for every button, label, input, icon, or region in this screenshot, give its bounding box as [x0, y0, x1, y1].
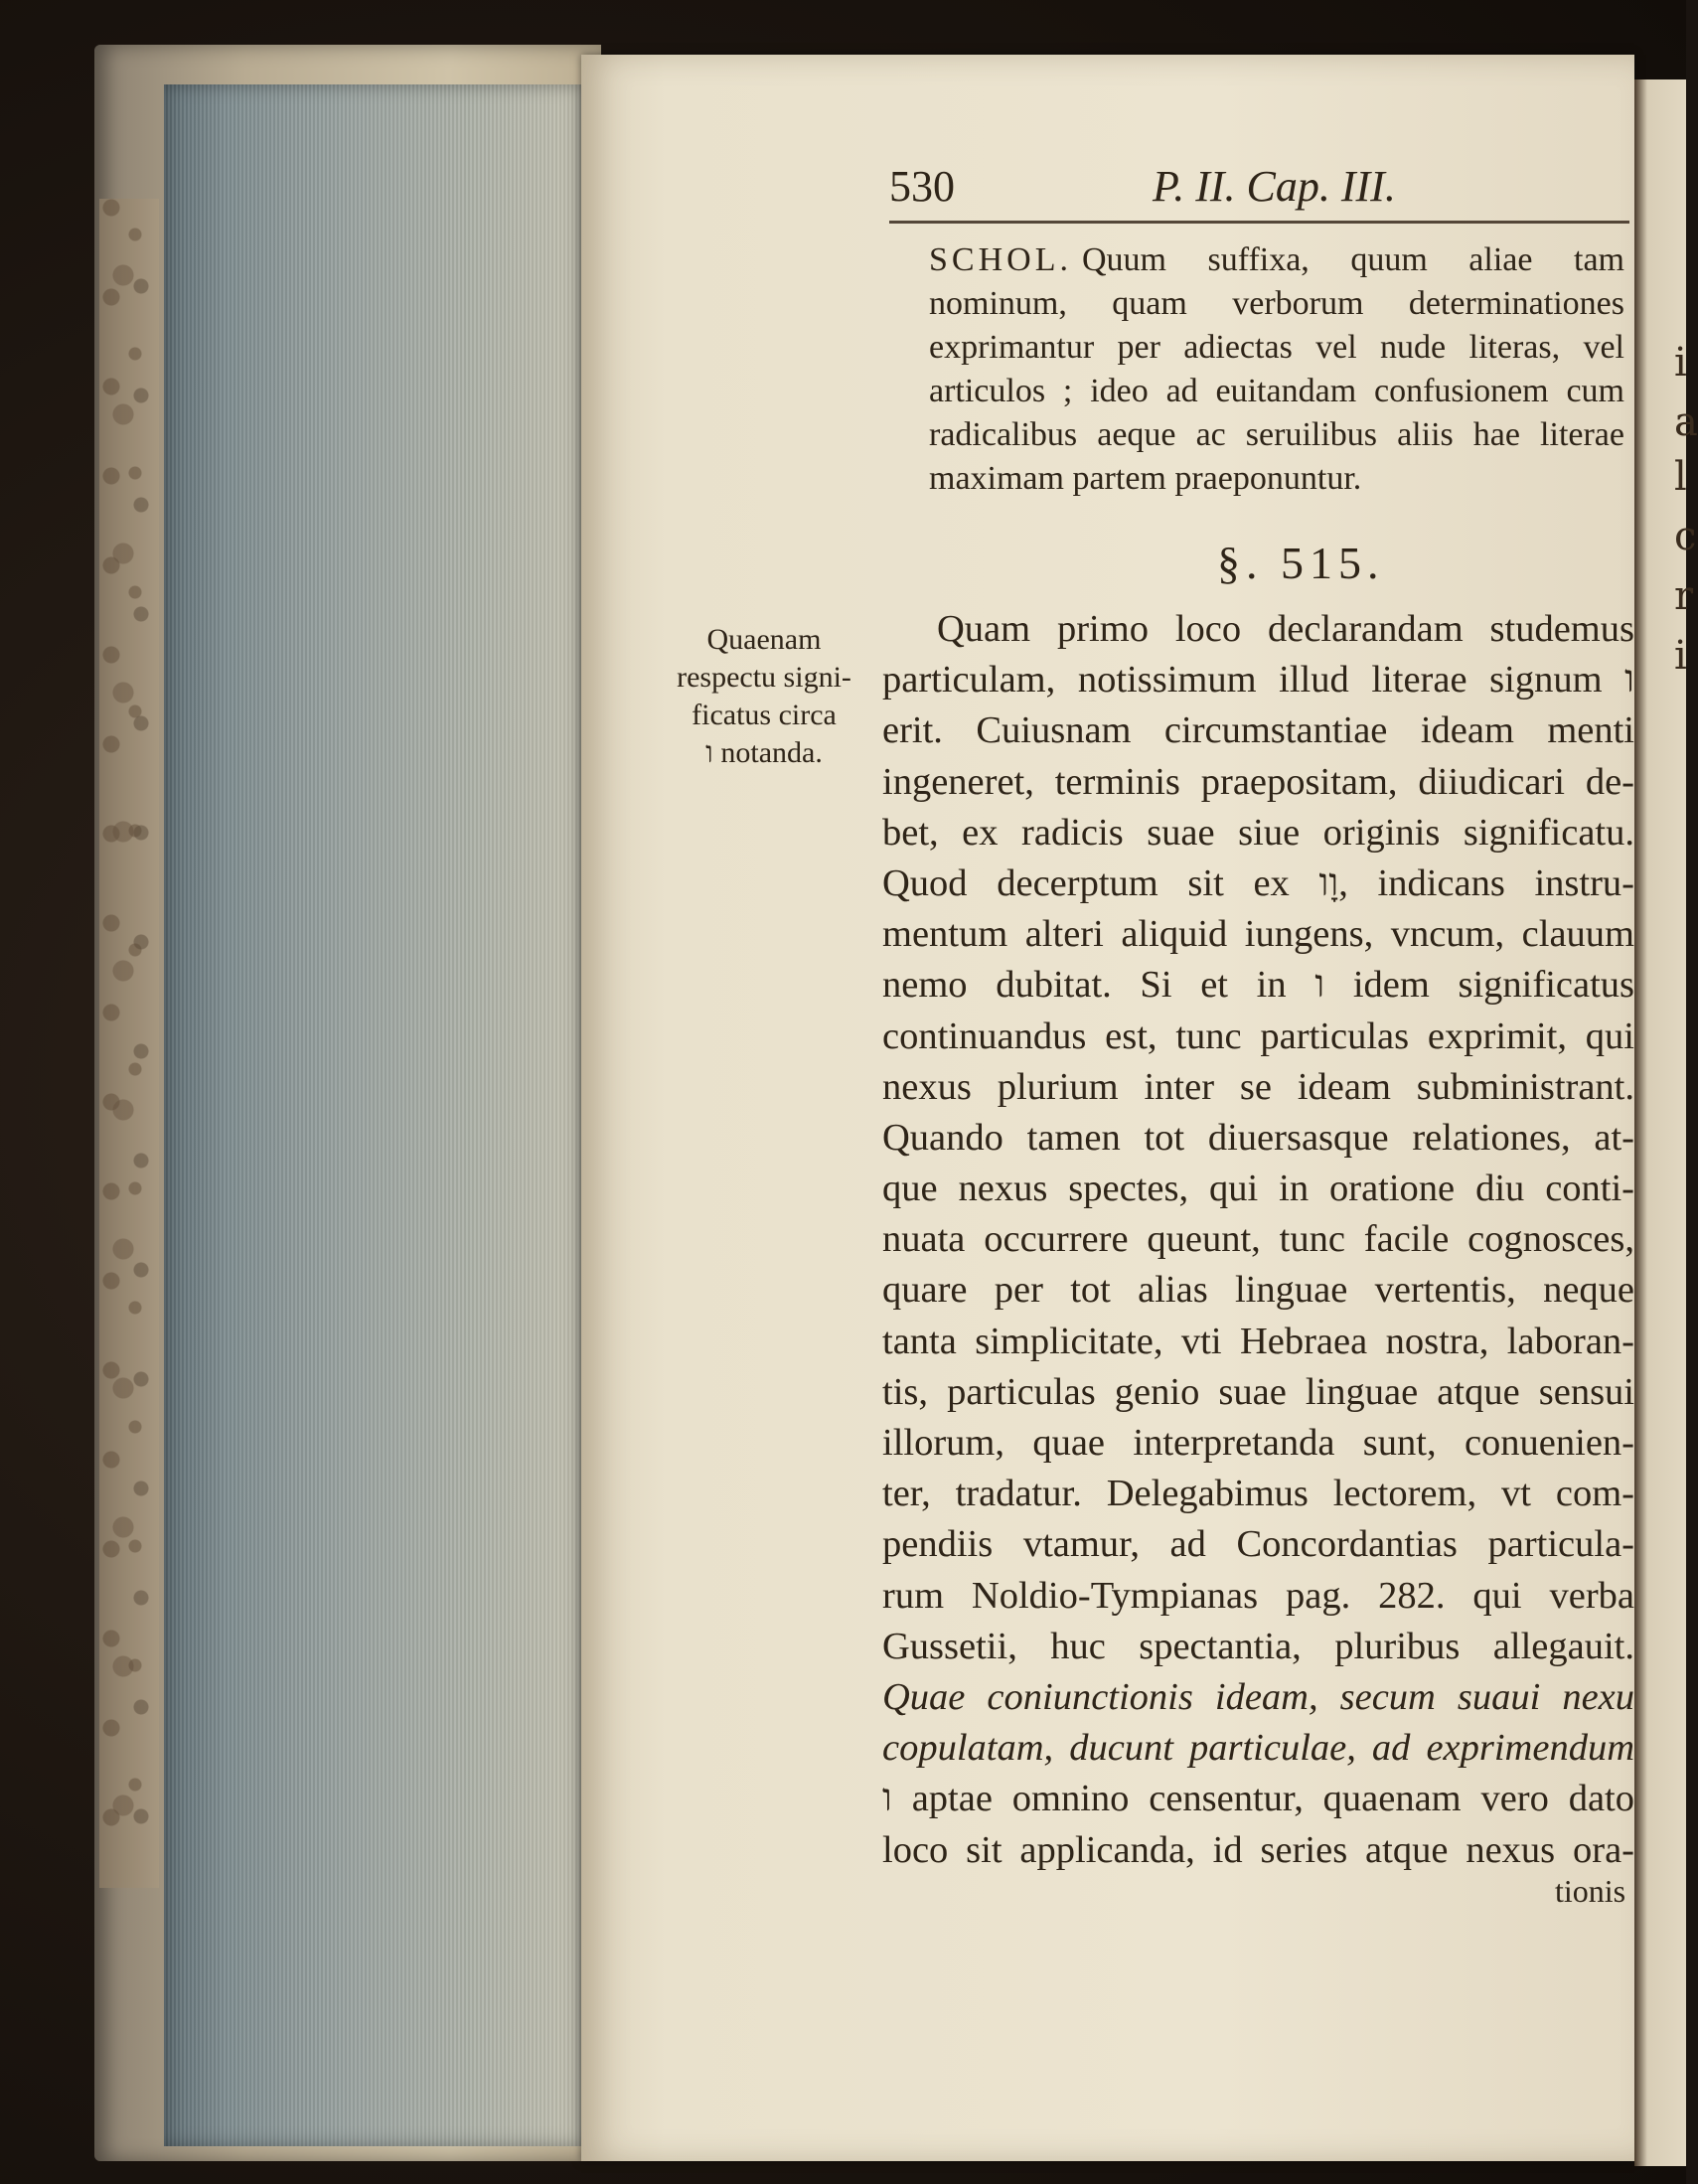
header-rule — [889, 221, 1629, 224]
running-head: P. II. Cap. III. — [1153, 162, 1396, 211]
body-line: loco sit applicanda, id series atque nexus ora- — [882, 1828, 1634, 1871]
body-line: tanta simplicitate, vti Hebraea nostra, laboran- — [882, 1320, 1634, 1362]
body-line: Quando tamen tot diuersasque relationes, at- — [882, 1116, 1634, 1159]
next-page-fragment: i — [1674, 633, 1687, 679]
body-line: ingeneret, terminis praepositam, diiudicari de- — [882, 760, 1634, 803]
body-line: Gussetii, huc spectantia, pluribus allegauit. — [882, 1625, 1634, 1667]
next-page-sliver — [1634, 79, 1698, 2166]
body-line: Quam primo loco declarandam studemus — [937, 608, 1634, 650]
body-line: que nexus spectes, qui in oratione diu conti- — [882, 1168, 1634, 1210]
body-line: mentum alteri aliquid iungens, vncum, clauum — [882, 913, 1634, 956]
margin-note-line: ficatus circa — [692, 699, 837, 731]
scholion-lead: SCHOL. — [929, 241, 1072, 278]
margin-note — [656, 621, 872, 772]
body-line: tis, particulas genio suae linguae atque sensui — [882, 1370, 1634, 1413]
body-line: ו aptae omnino censentur, quaenam vero dato — [882, 1778, 1634, 1820]
next-page-fragment: a — [1674, 399, 1698, 445]
scholion-paragraph — [929, 238, 1624, 501]
page-number: 530 — [889, 162, 955, 211]
body-line: Quae coniunctionis ideam, secum suaui nexu — [882, 1675, 1634, 1718]
body-line: continuandus est, tunc particulas exprimit, qui — [882, 1014, 1634, 1057]
body-line: bet, ex radicis suae siue originis significatu. — [882, 811, 1634, 854]
page-edges — [164, 84, 581, 2146]
margin-note-line: ו notanda. — [705, 736, 823, 769]
body-line: ter, tradatur. Delegabimus lectorem, vt com- — [882, 1473, 1634, 1515]
body-line: nemo dubitat. Si et in ו idem significatus — [882, 964, 1634, 1007]
body-text — [882, 604, 1634, 1876]
body-line: quare per tot alias linguae vertentis, neque — [882, 1269, 1634, 1312]
next-page-fragment: l — [1674, 454, 1687, 500]
body-line: rum Noldio-Tympianas pag. 282. qui verba — [882, 1574, 1634, 1617]
margin-note-line: Quaenam — [706, 623, 822, 656]
body-line: erit. Cuiusnam circumstantiae ideam menti — [882, 709, 1634, 752]
next-page-fragment: i — [1674, 340, 1687, 386]
body-line: copulatam, ducunt particulae, ad exprimendum — [882, 1727, 1634, 1770]
section-number: §. 515. — [1217, 538, 1385, 588]
marbled-board — [99, 199, 159, 1888]
body-line: nexus plurium inter se ideam subministrant. — [882, 1065, 1634, 1108]
catchword: tionis — [1555, 1873, 1626, 1909]
body-line: Quod decerptum sit ex וָו, indicans instru- — [882, 861, 1634, 904]
next-page-fragment: r — [1674, 573, 1694, 619]
next-page-fragment: c — [1674, 514, 1697, 559]
body-line: particulam, notissimum illud literae signum ו — [882, 659, 1634, 702]
body-line: pendiis vtamur, ad Concordantias particula- — [882, 1523, 1634, 1566]
body-line: nuata occurrere queunt, tunc facile cognosces, — [882, 1218, 1634, 1261]
body-line: illorum, quae interpretanda sunt, conuenien- — [882, 1422, 1634, 1464]
margin-note-line: respectu signi- — [677, 661, 851, 694]
scholion-text: Quum suffixa, quum aliae tam nominum, quam verborum determinationes exprimantur per adiectas vel nude literas, vel articulos ; ideo ad euitandam confusionem cum radicalibus aeque ac seruilibus aliis hae literae maximam partem praeponuntur. — [929, 241, 1624, 497]
